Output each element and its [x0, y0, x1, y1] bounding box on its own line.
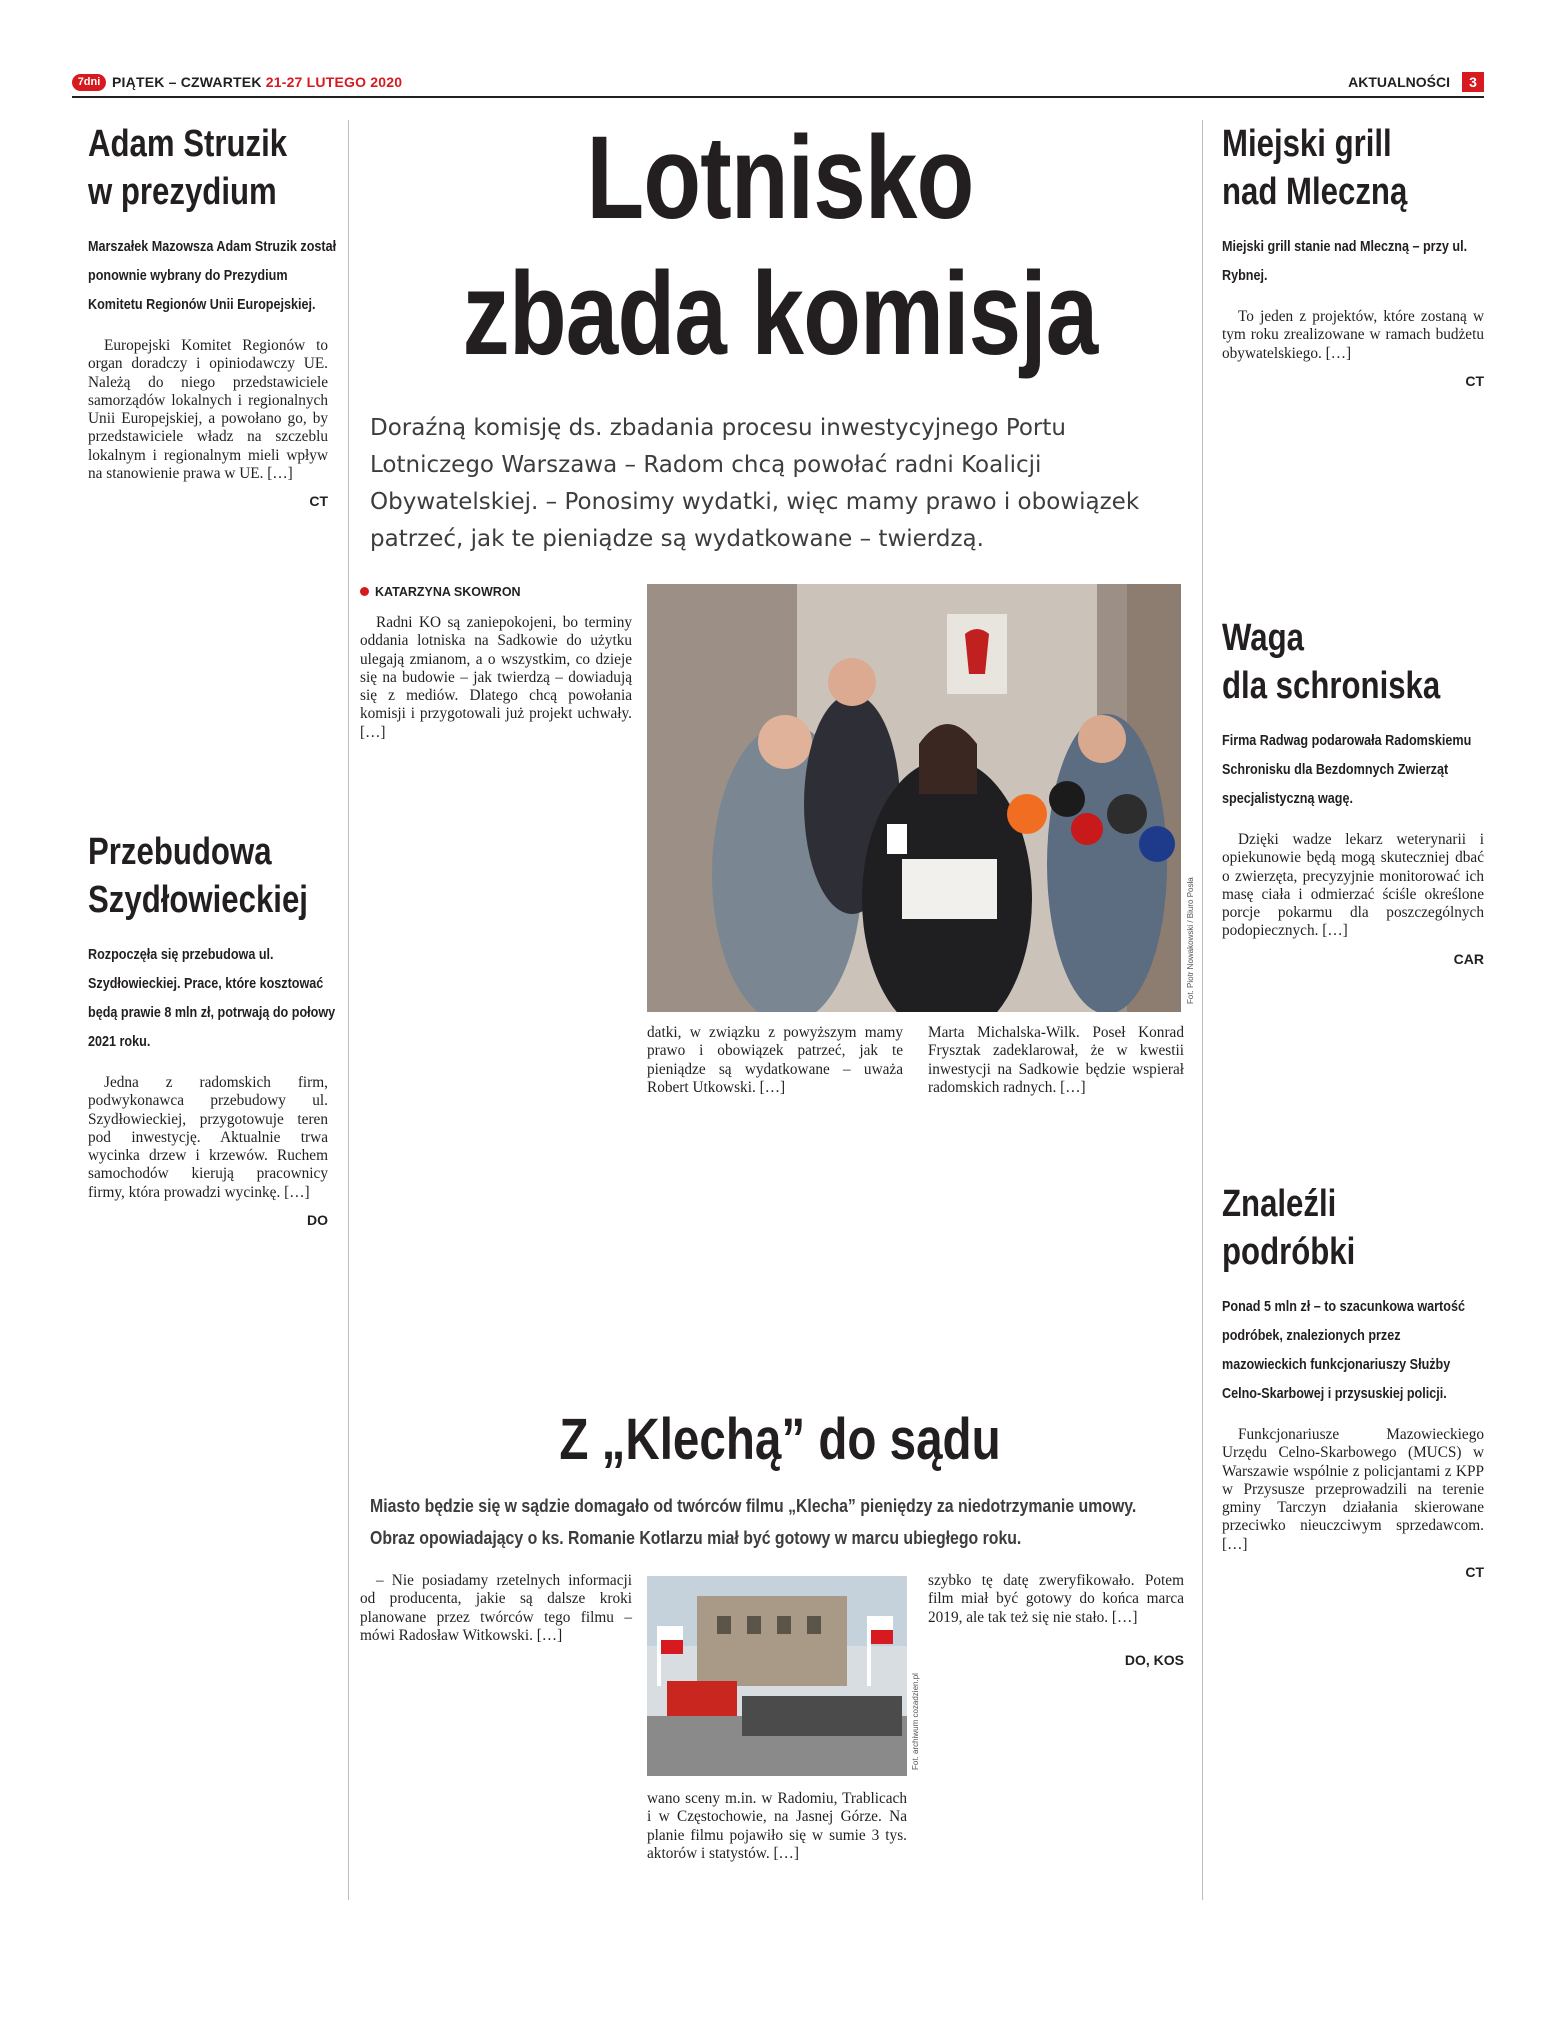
article-podrobki: Znaleźli podróbki Ponad 5 mln zł – to szacunkowa wartość podróbek, znalezionych przez mazowieckich funkcjonariuszy Służby Celno-Skarbowej i przysuskiej policji. Funkcjonariusze Mazowieckiego Urzędu Celno-Skarbowego (MUCS) w Warszawie wspólnie z policjantami z KPP w Przysusze przeprowadzili na terenie gminy Tarczyn działania skierowane przeciwko nieuczciwym sprzedawcom. […] CT: [1222, 1183, 1484, 1581]
klecha-headline: Z „Klechą” do sądu: [559, 1407, 1001, 1472]
header-rule: [72, 96, 1484, 98]
main-column-2: datki, w związku z powyższym mamy prawo i obowiązek patrzeć, jak te pieniądze są wydatkowane – uważa Robert Utkowski. […]: [647, 1024, 903, 1096]
page-number: 3: [1462, 72, 1484, 92]
photo-credit: Fot. Piotr Nowakowski / Biuro Posła: [1186, 877, 1195, 1004]
klecha-column-3: szybko tę datę zweryfikowało. Potem film miał być gotowy do końca marca 2019, ale tak też się nie stało. […] DO, KOS: [928, 1572, 1184, 1668]
main-lead: Doraźną komisję ds. zbadania procesu inwestycyjnego Portu Lotniczego Warszawa – Radom chcą powołać radni Koalicji Obywatelskiej. – Ponosimy wydatki, więc mamy prawo i obowiązek patrzeć, jak te pieniądze są wydatkowane – twierdzą.: [370, 415, 1140, 552]
newspaper-logo: 7dni: [72, 74, 106, 91]
press-conference-photo: [647, 584, 1181, 1012]
article-struzik: Adam Struzik w prezydium Marszałek Mazowsza Adam Struzik został ponownie wybrany do Prezydium Komitetu Regionów Unii Europejskiej. Europejski Komitet Regionów to organ doradczy i opiniodawczy UE. Należą do niego przedstawiciele samorządów lokalnych i regionalnych Unii Europejskiej, a powołano go, by przedstawiciele władz na szczeblu lokalnym i regionalnym mieli wpływ na stanowienie prawa w UE. […] CT: [88, 123, 337, 510]
klecha-lead: Miasto będzie się w sądzie domagało od twórców filmu „Klecha” pieniędzy za niedotrzymanie umowy. Obraz opowiadający o ks. Romanie Kotlarzu miał być gotowy w marcu ubiegłego roku.: [370, 1496, 1137, 1548]
author-byline: KATARZYNA SKOWRON: [360, 585, 521, 599]
main-headline: Lotnisko zbada komisja: [462, 112, 1098, 380]
klecha-photo-credit: Fot. archiwum cozadzien.pl: [911, 1673, 920, 1770]
column-rule-right: [1202, 120, 1203, 1900]
main-column-1: Radni KO są zaniepokojeni, bo terminy oddania lotniska na Sadkowie do użytku ulegają zmianom, a o wszystkim, co dzieje się na budowie – jak twierdzą – dowiadują się z mediów. Dlatego chcą powołania komisji i przygotowali już projekt uchwały. […]: [360, 614, 632, 741]
klecha-column-1: – Nie posiadamy rzetelnych informacji od producenta, jakie są dalsze kroki planowane przez twórców tego filmu – mówi Radosław Witkowski. […]: [360, 1572, 632, 1644]
issue-date: PIĄTEK – CZWARTEK 21-27 LUTEGO 2020: [112, 74, 403, 90]
column-rule-left: [348, 120, 349, 1900]
article-waga: Waga dla schroniska Firma Radwag podarowała Radomskiemu Schronisku dla Bezdomnych Zwierząt specjalistyczną wagę. Dzięki wadze lekarz weterynarii i opiekunowie będą mogą skuteczniej dbać o zwierzęta, precyzyjnie monitorować ich masę ciała i odmierzać ściśle określone porcje pokarmu dla poszczególnych podopiecznych. […] CAR: [1222, 617, 1484, 967]
main-column-3: Marta Michalska-Wilk. Poseł Konrad Frysztak zadeklarował, że w kwestii inwestycji na Sadkowie będzie wspierał radomskich radnych. […]: [928, 1024, 1184, 1096]
klecha-column-2: wano sceny m.in. w Radomiu, Trablicach i w Częstochowie, na Jasnej Górze. Na planie filmu pojawiło się w sumie 3 tys. aktorów i statystów. […]: [647, 1790, 907, 1862]
article-szydlowiecka: Przebudowa Szydłowieckiej Rozpoczęła się przebudowa ul. Szydłowieckiej. Prace, które kosztować będą prawie 8 mln zł, potrwają do połowy 2021 roku. Jedna z radomskich firm, podwykonawca przebudowy ul. Szydłowieckiej, przygotowuje teren pod inwestycję. Aktualnie trwa wycinka drzew i krzewów. Ruchem samochodów kierują pracownicy firmy, która prowadzi wycinkę. […] DO: [88, 831, 336, 1229]
section-name: AKTUALNOŚCI: [1348, 74, 1450, 90]
article-grill: Miejski grill nad Mleczną Miejski grill stanie nad Mleczną – przy ul. Rybnej. To jeden z projektów, które zostaną w tym roku zrealizowane w ramach budżetu obywatelskiego. […] CT: [1222, 123, 1484, 389]
page-header: [72, 72, 1484, 94]
bullet-icon: [360, 587, 369, 596]
klecha-film-photo: [647, 1576, 907, 1776]
